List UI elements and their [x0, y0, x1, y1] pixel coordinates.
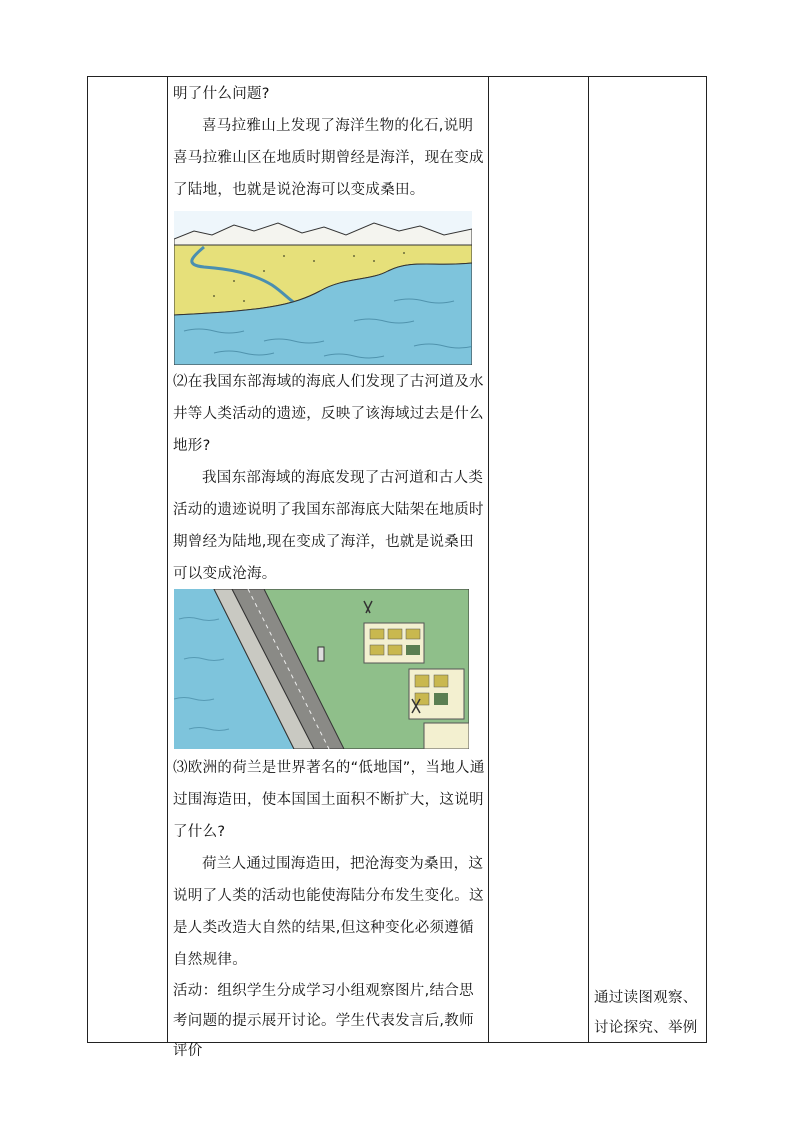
- activity-text: 活动：组织学生分成学习小组观察图片,结合思考问题的提示展开讨论。学生代表发言后,教师评价: [173, 983, 474, 1059]
- answer-3: 荷兰人通过围海造田，把沧海变为桑田，这说明了人类的活动也能使海陆分布发生变化。这是人类改造大自然的结果,但这种变化必须遵循自然规律。: [173, 856, 484, 968]
- question-3: ⑶欧洲的荷兰是世界著名的“低地国”，当地人通过围海造田，使本国国土面积不断扩大，这说明了什么?: [173, 760, 485, 840]
- table-divider-1: [167, 76, 168, 1042]
- section-2: [173, 366, 485, 590]
- design-intent-text: 通过读图观察、讨论探究、举例: [594, 990, 698, 1036]
- question-2: ⑵在我国东部海域的海底人们发现了古河道及水井等人类活动的遗迹，反映了该海域过去是什么地形?: [173, 374, 484, 454]
- answer-1: 喜马拉雅山上发现了海洋生物的化石,说明喜马拉雅山区在地质时期曾经是海洋，现在变成了陆地，也就是说沧海可以变成桑田。: [173, 118, 484, 198]
- table-border-top: [87, 76, 707, 77]
- table-divider-3: [588, 76, 589, 1042]
- table-border-left: [87, 76, 88, 1042]
- table-divider-2: [488, 76, 489, 1042]
- section-1: [173, 78, 485, 206]
- table-border-right: [706, 76, 707, 1042]
- polder-reclamation-illustration: [174, 589, 469, 749]
- himalaya-sea-illustration: [174, 201, 472, 365]
- answer-2: 我国东部海域的海底发现了古河道和古人类活动的遗迹说明了我国东部海底大陆架在地质时期曾经为陆地,现在变成了海洋，也就是说桑田可以变成沧海。: [173, 470, 484, 582]
- design-intent-cell: [594, 983, 704, 1043]
- section-3: [173, 752, 485, 1066]
- question-1-end: 明了什么问题?: [173, 86, 270, 102]
